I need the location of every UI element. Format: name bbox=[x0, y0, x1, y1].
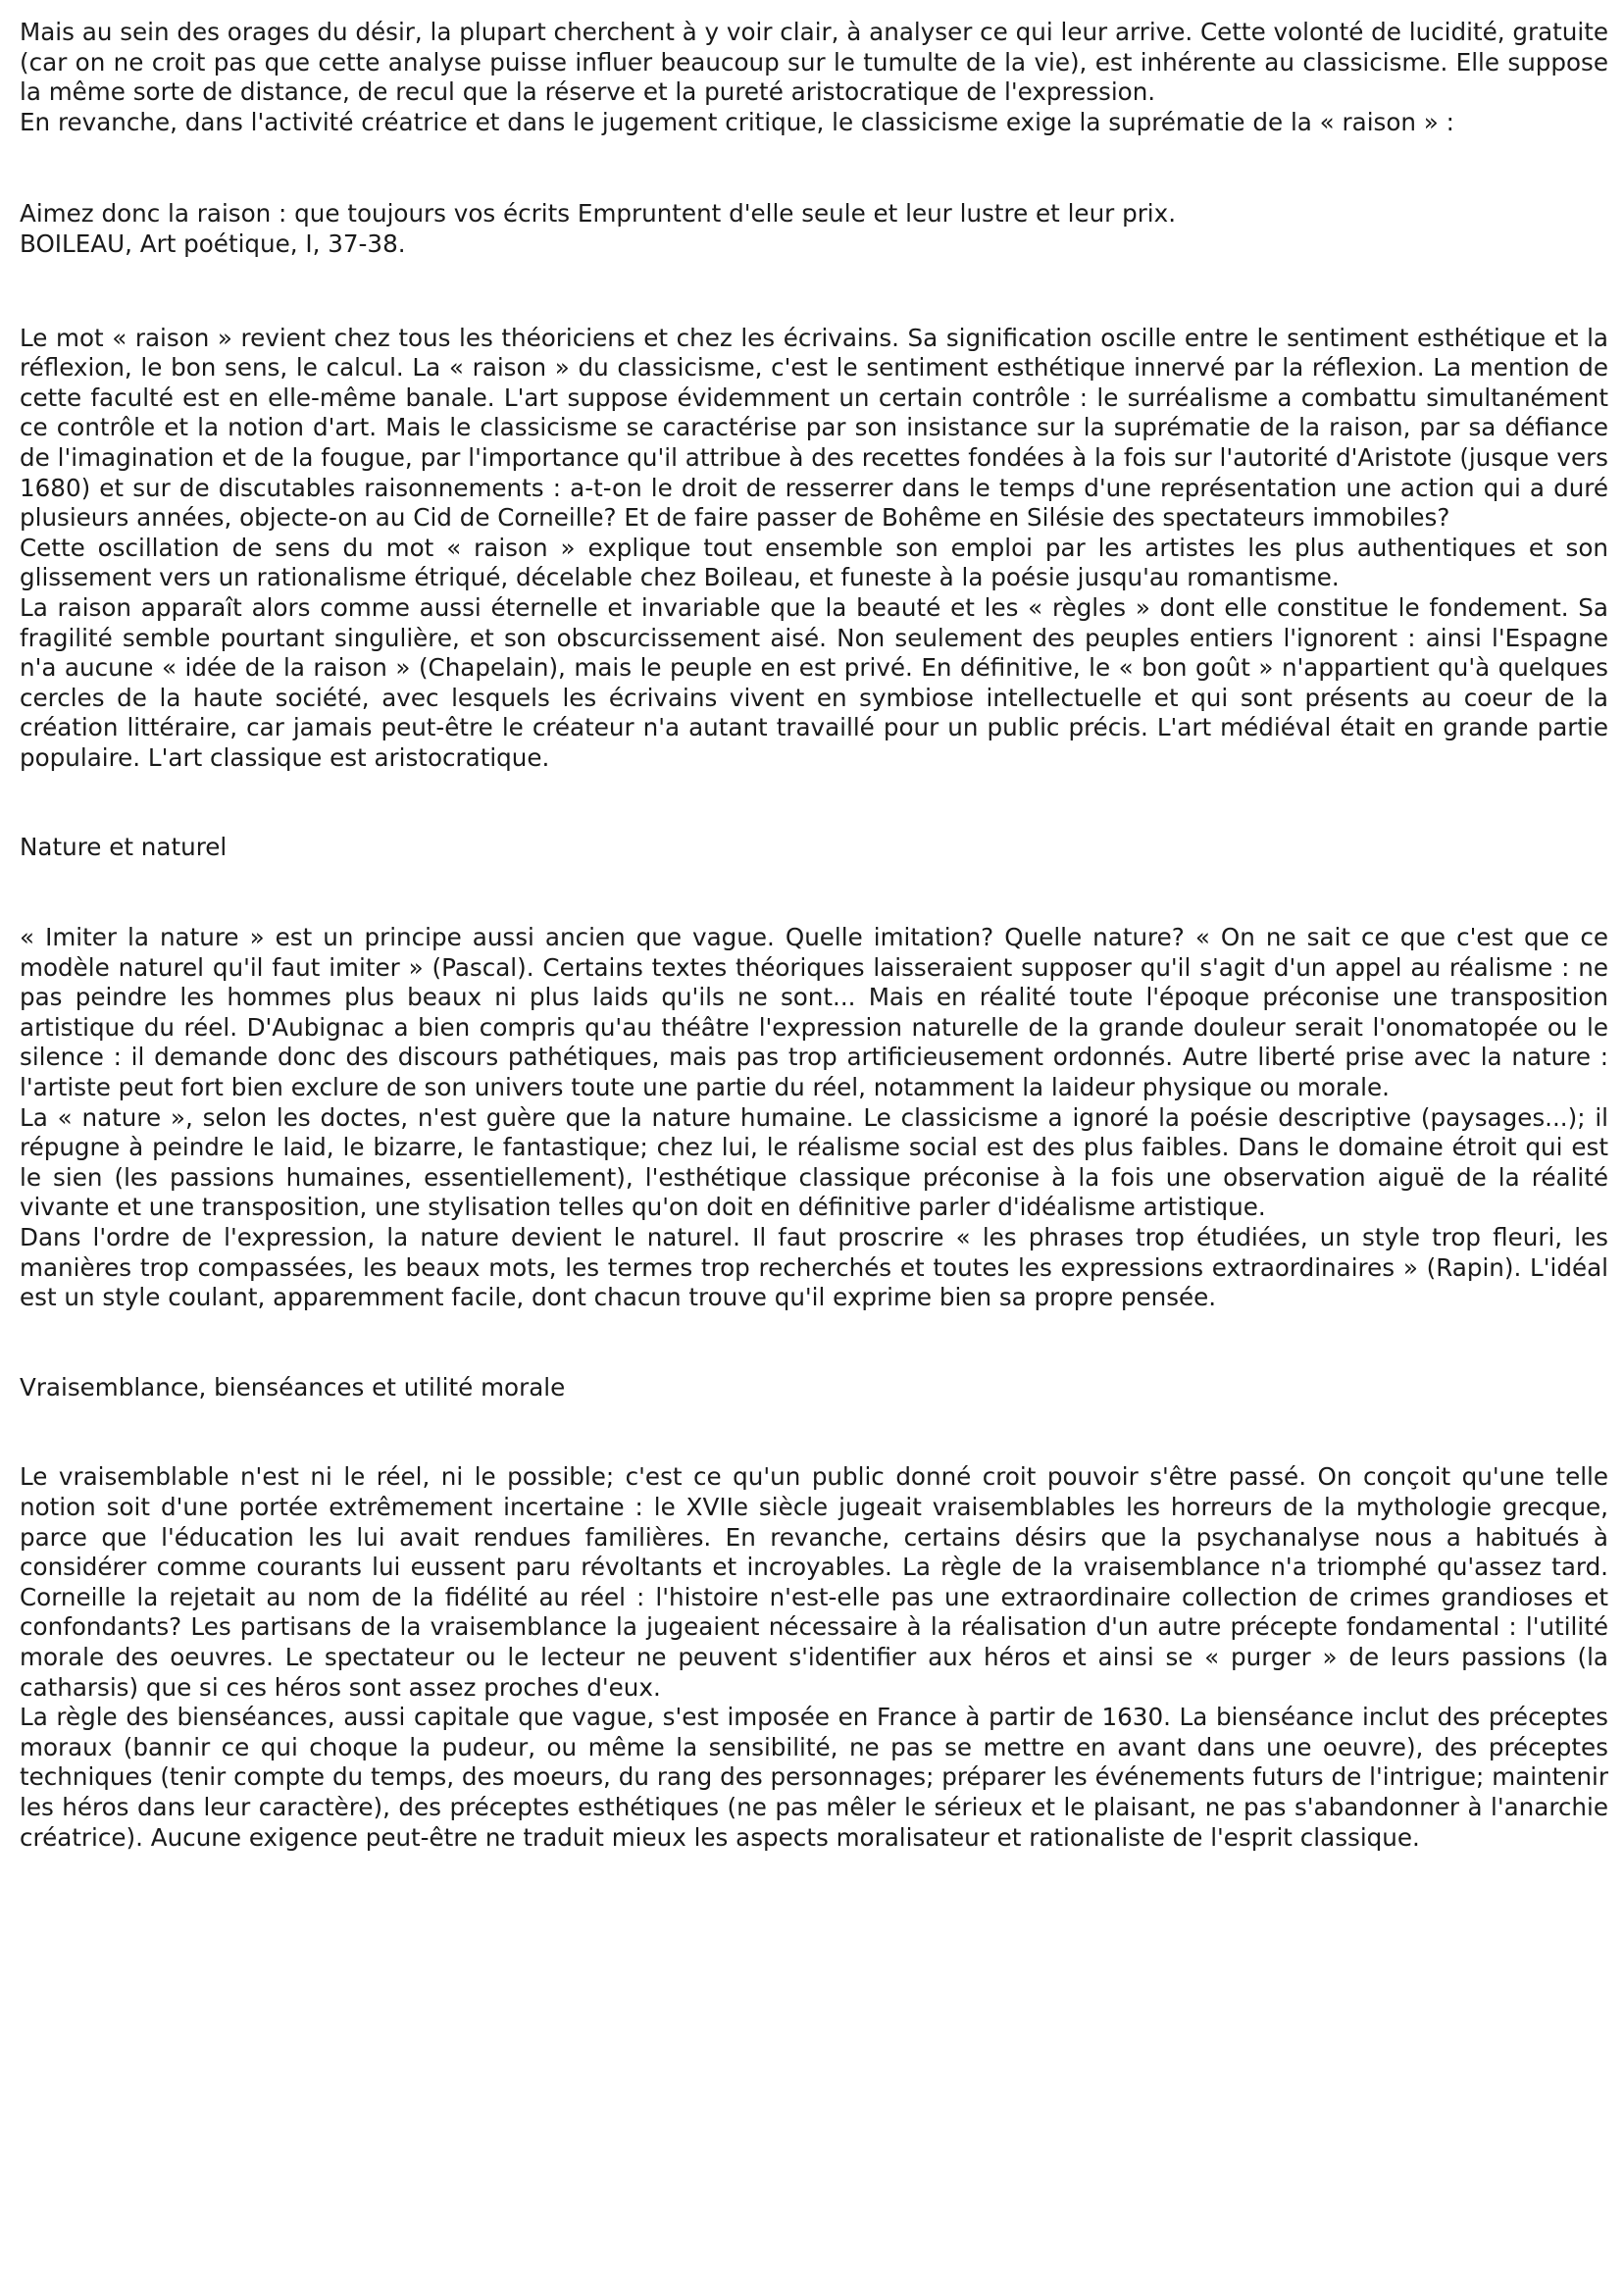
paragraph-raison-fragilite: La raison apparaît alors comme aussi éternelle et invariable que la beauté et les « règles » dont elle constitue le fondement. Sa fragilité semble pourtant singulière, et son obscurcissement aisé. Non seulement des peuples entiers l'ignorent : ainsi l'Espagne n'a aucune « idée de la raison » (Chapelain), mais le peuple en est privé. En définitive, le « bon goût » n'appartient qu'à quelques cercles de la haute société, avec lesquels les écrivains vivent en symbiose intellectuelle et qui sont présents au coeur de la création littéraire, car jamais peut-être le créateur n'a autant travaillé pour un public précis. L'art médiéval était en grande partie populaire. L'art classique est aristocratique. bbox=[20, 592, 1608, 772]
paragraph-raison-oscillation: Cette oscillation de sens du mot « raison » explique tout ensemble son emploi par les artistes les plus authentiques et son glissement vers un rationalisme étriqué, décelable chez Boileau, et funeste à la poésie jusqu'au romantisme. bbox=[20, 533, 1608, 592]
quote-source: BOILEAU, Art poétique, I, 37-38. bbox=[20, 229, 406, 258]
paragraph-vraisemblable: Le vraisemblable n'est ni le réel, ni le possible; c'est ce qu'un public donné croit pouvoir s'être passé. On conçoit qu'une telle notion soit d'une portée extrêmement incertaine : le XVIIe siècle jugeait vraisemblables les horreurs de la mythologie grecque, parce que l'éducation les lui avait rendues familières. En revanche, certains désirs que la psychanalyse nous a habitués à considérer comme courants lui eussent paru révoltants et incroyables. La règle de la vraisemblance n'a triomphé qu'assez tard. Corneille la rejetait au nom de la fidélité au réel : l'histoire n'est-elle pas une extraordinaire collection de crimes grandioses et confondants? Les partisans de la vraisemblance la jugeaient nécessaire à la réalisation d'un autre précepte fondamental : l'utilité morale des oeuvres. Le spectateur ou le lecteur ne peuvent s'identifier aux héros et ainsi se « purger » de leurs passions (la catharsis) que si ces héros sont assez proches d'eux. bbox=[20, 1462, 1608, 1702]
paragraph-raison-definition: Le mot « raison » revient chez tous les théoriciens et chez les écrivains. Sa signification oscille entre le sentiment esthétique et la réflexion, le bon sens, le calcul. La « raison » du classicisme, c'est le sentiment esthétique innervé par la réflexion. La mention de cette faculté est en elle-même banale. L'art suppose évidemment un certain contrôle : le surréalisme a combattu simultanément ce contrôle et la notion d'art. Mais le classicisme se caractérise par son insistance sur la suprématie de la raison, par sa défiance de l'imagination et de la fougue, par l'importance qu'il attribue à des recettes fondées à la fois sur l'autorité d'Aristote (jusque vers 1680) et sur de discutables raisonnements : a-t-on le droit de resserrer dans le temps d'une représentation une action qui a duré plusieurs années, objecte-on au Cid de Corneille? Et de faire passer de Bohême en Silésie des spectateurs immobiles? bbox=[20, 323, 1608, 533]
paragraph-bienseances: La règle des bienséances, aussi capitale que vague, s'est imposée en France à partir de 1630. La bienséance inclut des préceptes moraux (bannir ce qui choque la pudeur, ou même la sensibilité, ne pas se mettre en avant dans une oeuvre), des préceptes techniques (tenir compte du temps, des moeurs, du rang des personnages; préparer les événements futurs de l'intrigue; maintenir les héros dans leur caractère), des préceptes esthétiques (ne pas mêler le sérieux et le plaisant, ne pas s'abandonner à l'anarchie créatrice). Aucune exigence peut-être ne traduit mieux les aspects moralisateur et rationaliste de l'esprit classique. bbox=[20, 1703, 1608, 1852]
spacer bbox=[20, 1402, 1608, 1462]
paragraph-nature-humaine: La « nature », selon les doctes, n'est guère que la nature humaine. Le classicisme a ignoré la poésie descriptive (paysages...); il répugne à peindre le laid, le bizarre, le fantastique; chez lui, le réalisme social est des plus faibles. Dans le domaine étroit qui est le sien (les passions humaines, essentiellement), l'esthétique classique préconise à la fois une observation aiguë de la réalité vivante et une transposition, une stylisation telles qu'on doit en définitive parler d'idéalisme artistique. bbox=[20, 1102, 1608, 1222]
paragraph-imiter-nature: « Imiter la nature » est un principe aussi ancien que vague. Quelle imitation? Quelle nature? « On ne sait ce que c'est que ce modèle naturel qu'il faut imiter » (Pascal). Certains textes théoriques laisseraient supposer qu'il s'agit d'un appel au réalisme : ne pas peindre les hommes plus beaux ni plus laids qu'ils ne sont... Mais en réalité toute l'époque préconise une transposition artistique du réel. D'Aubignac a bien compris qu'au théâtre l'expression naturelle de la grande douleur serait l'onomatopée ou le silence : il demande donc des discours pathétiques, mais pas trop artificieusement ordonnés. Autre liberté prise avec la nature : l'artiste peut fort bien exclure de son univers toute une partie du réel, notamment la laideur physique ou morale. bbox=[20, 923, 1608, 1102]
section-heading-vraisemblance: Vraisemblance, bienséances et utilité morale bbox=[20, 1372, 566, 1402]
spacer bbox=[20, 773, 1608, 833]
paragraph-naturel-expression: Dans l'ordre de l'expression, la nature devient le naturel. Il faut proscrire « les phrases trop étudiées, un style trop fleuri, les manières trop compassées, les beaux mots, les termes trop recherchés et toutes les expressions extraordinaires » (Rapin). L'idéal est un style coulant, apparemment facile, dont chacun trouve qu'il exprime bien sa propre pensée. bbox=[20, 1223, 1608, 1312]
section-heading-nature: Nature et naturel bbox=[20, 833, 228, 862]
spacer bbox=[20, 863, 1608, 923]
paragraph-intro-raison: En revanche, dans l'activité créatrice et dans le jugement critique, le classicisme exige la suprématie de la « raison » : bbox=[20, 107, 1454, 136]
paragraph-intro-lucidite: Mais au sein des orages du désir, la plupart cherchent à y voir clair, à analyser ce qui leur arrive. Cette volonté de lucidité, gratuite (car on ne croit pas que cette analyse puisse influer beaucoup sur le tumulte de la vie), est inhérente au classicisme. Elle suppose la même sorte de distance, de recul que la réserve et la pureté aristocratique de l'expression. bbox=[20, 18, 1608, 107]
spacer bbox=[20, 137, 1608, 199]
spacer bbox=[20, 260, 1608, 324]
quote-boileau: Aimez donc la raison : que toujours vos écrits Empruntent d'elle seule et leur lustre et leur prix. bbox=[20, 199, 1177, 229]
spacer bbox=[20, 1313, 1608, 1373]
document-page bbox=[20, 18, 1608, 1853]
